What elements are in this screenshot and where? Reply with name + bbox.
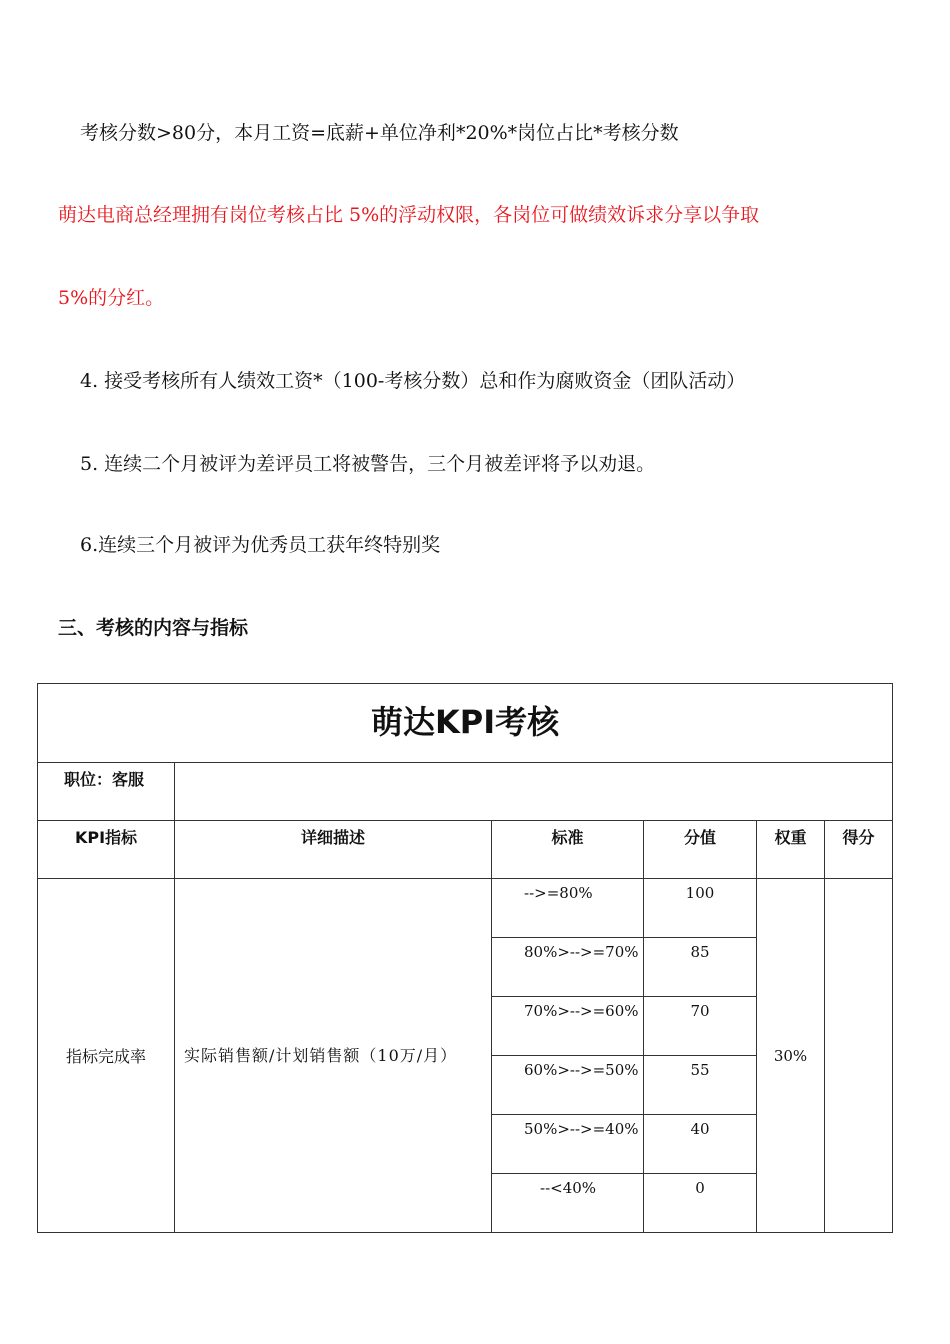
table-title: 萌达KPI考核 — [38, 684, 893, 763]
score-cell: 40 — [644, 1115, 757, 1174]
result-cell[interactable] — [825, 879, 893, 1233]
header-score: 分值 — [644, 821, 757, 879]
rule-item-5: 5. 连续二个月被评为差评员工将被警告，三个月被差评将予以劝退。 — [80, 453, 656, 475]
standard-cell: 80%>-->=70% — [492, 938, 644, 997]
position-empty-cell — [175, 763, 893, 821]
rule-item-6: 6.连续三个月被评为优秀员工获年终特别奖 — [80, 534, 441, 556]
score-cell: 100 — [644, 879, 757, 938]
kpi-table — [37, 683, 893, 1233]
header-indicator: KPI指标 — [38, 821, 175, 879]
section-heading: 三、考核的内容与指标 — [58, 617, 249, 639]
standard-cell: 70%>-->=60% — [492, 997, 644, 1056]
position-label: 职位：客服 — [38, 763, 175, 821]
indicator-name: 指标完成率 — [38, 879, 175, 1233]
score-cell: 85 — [644, 938, 757, 997]
indicator-description: 实际销售额/计划销售额（10万/月） — [175, 879, 492, 1233]
standard-cell: -->=80% — [492, 879, 644, 938]
standard-cell: --<40% — [492, 1174, 644, 1233]
header-weight: 权重 — [757, 821, 825, 879]
standard-cell: 60%>-->=50% — [492, 1056, 644, 1115]
header-description: 详细描述 — [175, 821, 492, 879]
header-result: 得分 — [825, 821, 893, 879]
score-cell: 70 — [644, 997, 757, 1056]
weight-cell: 30% — [757, 879, 825, 1233]
floating-authority-paragraph: 萌达电商总经理拥有岗位考核占比 5%的浮动权限，各岗位可做绩效诉求分享以争取 — [58, 204, 760, 226]
score-cell: 0 — [644, 1174, 757, 1233]
header-standard: 标准 — [492, 821, 644, 879]
score-cell: 55 — [644, 1056, 757, 1115]
standard-cell: 50%>-->=40% — [492, 1115, 644, 1174]
salary-formula-paragraph: 考核分数>80分，本月工资=底薪+单位净利*20%*岗位占比*考核分数 — [80, 122, 679, 144]
rule-item-4: 4. 接受考核所有人绩效工资*（100-考核分数）总和作为腐败资金（团队活动） — [80, 370, 746, 392]
floating-authority-paragraph-cont: 5%的分红。 — [58, 287, 165, 309]
